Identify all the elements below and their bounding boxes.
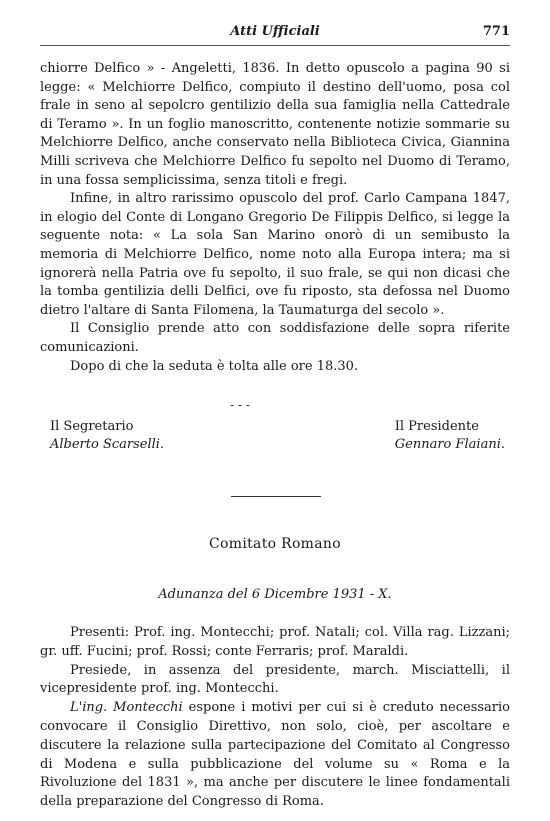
section-title: Comitato Romano — [209, 536, 341, 552]
attendees-label: Presenti: — [70, 625, 135, 640]
section-body — [40, 624, 510, 812]
paragraph-session-closed: Dopo di che la seduta è tolta alle ore 18.30. — [70, 358, 359, 374]
page-number: 771 — [482, 24, 510, 39]
secretary-role: Il Segretario — [50, 419, 134, 434]
secretary-name: Alberto Scarselli. — [50, 437, 165, 452]
running-header — [40, 24, 510, 44]
paragraph-continuation: chiorre Delfico » - Angeletti, 1836. In detto opuscolo a pagina 90 si legge: « Melchiorre Delfico, compiuto il destino dell'uomo, posa col frale in seno al sepolcro gentilizio della sua famiglia nella Cattedrale di Teramo ». In un foglio manoscritto, contenente notizie sommarie su Melchiorre Delfico, anche conservato nella Biblioteca Civica, Giannina Milli scriveva che Melchiorre Delfico fu sepolto nel Duomo di Teramo, in una fossa semplicissima, senza titoli e fregi. — [40, 61, 510, 188]
president-name: Gennaro Flaiani. — [394, 437, 505, 452]
section-divider — [231, 496, 321, 497]
president-role: Il Presidente — [394, 419, 479, 434]
paragraph-council-acknowledgment: Il Consiglio prende atto con soddisfazione delle sopra riferite comunicazioni. — [40, 321, 510, 355]
running-title: Atti Ufficiali — [230, 24, 320, 39]
chair-paragraph: Presiede, in assenza del presidente, march. Misciattelli, il vicepresidente prof. ing. Montecchi. — [40, 662, 510, 697]
secretary-signature — [50, 418, 164, 454]
attendees-paragraph — [40, 624, 510, 662]
president-signature — [395, 418, 505, 454]
agenda-paragraph — [40, 699, 510, 812]
dash-separator: - - - — [230, 398, 250, 412]
paragraph-campana-note: Infine, in altro rarissimo opuscolo del prof. Carlo Campana 1847, in elogio del Conte di Longano Gregorio De Filippis Delfico, si legge la seguente nota: « La sola San Marino onorò di un semibusto la memoria di Melchiorre Delfico, nome noto alla Europa intera; ma si ignorerà nella Patria ove fu sepolto, il suo frale, se qui non dicasi che la tomba gentilizia delli Delfici, ove fu riposto, sta defossa nel Duomo dietro l'altare di Santa Filomena, la Taumaturga del secolo ». — [40, 191, 510, 318]
meeting-date: Adunanza del 6 Dicembre 1931 - X. — [158, 587, 392, 602]
agenda-text: espone i motivi per cui si è creduto necessario convocare il Consiglio Direttivo, non solo, cioè, per ascoltare e discutere la relazione sulla partecipazione del Comitato al Congresso di Modena e sulla pubblicazione del volume su « Roma e la Rivoluzione del 1831 », ma anche per discutere le linee fondamentali della preparazione del Congresso di Roma. — [40, 700, 511, 810]
minutes-body — [40, 60, 510, 376]
speaker-name: L'ing. Montecchi — [70, 700, 183, 716]
header-rule — [40, 45, 510, 46]
attendees-list: Prof. ing. Montecchi; prof. Natali; col. Villa rag. Lizzani; gr. uff. Fucini; prof. Rossi; conte Ferraris; prof. Maraldi. — [40, 625, 510, 659]
